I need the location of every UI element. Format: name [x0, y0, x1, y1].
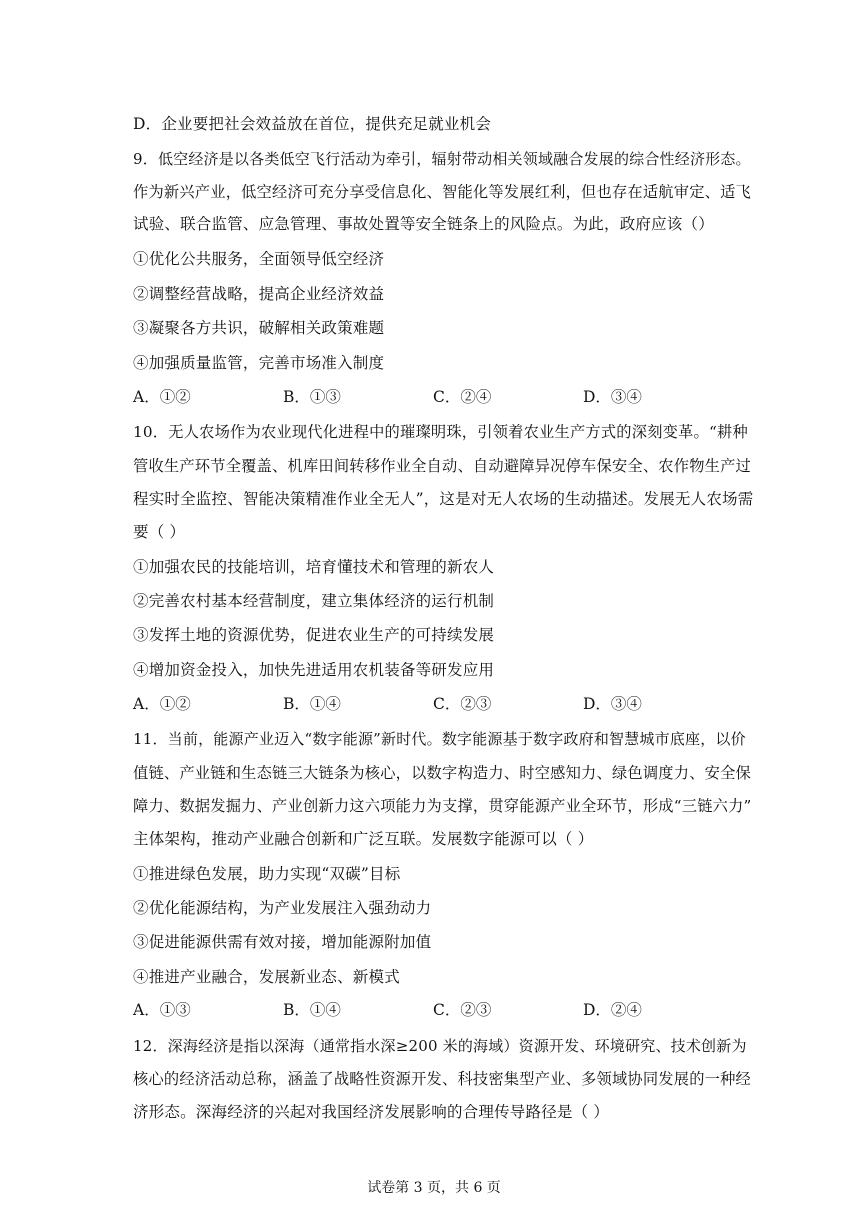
- statement-item-3: ③发挥土地的资源优势，促进农业生产的可持续发展: [133, 626, 495, 644]
- question-stem-line: 11．当前，能源产业迈入“数字能源”新时代。数字能源基于数字政府和智慧城市底座，以价: [133, 730, 746, 748]
- option-c[interactable]: C．②③: [433, 695, 492, 713]
- option-c[interactable]: C．②③: [433, 1001, 492, 1019]
- question-stem-line: 济形态。深海经济的兴起对我国经济发展影响的合理传导路径是（ ）: [133, 1103, 610, 1121]
- option-d[interactable]: D．③④: [583, 695, 642, 713]
- statement-item-3: ③促进能源供需有效对接，增加能源附加值: [133, 933, 432, 951]
- option-a[interactable]: A．①②: [133, 695, 191, 713]
- question-stem-line: 主体架构，推动产业融合创新和广泛互联。发展数字能源可以（ ）: [133, 830, 594, 848]
- question-stem-line: 障力、数据发掘力、产业创新力这六项能力为支撑，贯穿能源产业全环节，形成“三链六力”: [133, 797, 752, 815]
- statement-item-2: ②完善农村基本经营制度，建立集体经济的运行机制: [133, 592, 495, 610]
- option-b[interactable]: B．①③: [283, 388, 341, 406]
- question-stem-line: 要（ ）: [133, 523, 186, 541]
- statement-item-2: ②优化能源结构，为产业发展注入强劲动力: [133, 899, 432, 917]
- statement-item-4: ④加强质量监管，完善市场准入制度: [133, 354, 385, 372]
- statement-item-1: ①优化公共服务，全面领导低空经济: [133, 250, 385, 268]
- option-a[interactable]: A．①②: [133, 388, 191, 406]
- answer-options: [133, 999, 753, 1021]
- question-stem-line: 作为新兴产业，低空经济可充分享受信息化、智能化等发展红利，但也存在适航审定、适飞: [133, 183, 751, 201]
- statement-item-3: ③凝聚各方共识，破解相关政策难题: [133, 319, 385, 337]
- option-d[interactable]: D．②④: [583, 1001, 642, 1019]
- statement-item-1: ①加强农民的技能培训，培育懂技术和管理的新农人: [133, 558, 495, 576]
- page-footer: 试卷第 3 页，共 6 页: [367, 1180, 501, 1196]
- answer-options: [133, 386, 753, 408]
- statement-item-1: ①推进绿色发展，助力实现“双碳”目标: [133, 865, 401, 883]
- option-c[interactable]: C．②④: [433, 388, 492, 406]
- question-stem-line: 核心的经济活动总称，涵盖了战略性资源开发、科技密集型产业、多领域协同发展的一种经: [133, 1070, 751, 1088]
- question-stem-line: 管收生产环节全覆盖、机库田间转移作业全自动、自动避障异况停车保安全、农作物生产过: [133, 457, 751, 475]
- question-stem-line: 9．低空经济是以各类低空飞行活动为牵引，辐射带动相关领域融合发展的综合性经济形态。: [133, 150, 751, 168]
- question-stem-line: 试验、联合监管、应急管理、事故处置等安全链条上的风险点。为此，政府应该（）: [133, 215, 714, 233]
- option-d[interactable]: D．③④: [583, 388, 642, 406]
- option-b[interactable]: B．①④: [283, 695, 341, 713]
- statement-item-2: ②调整经营战略，提高企业经济效益: [133, 285, 385, 303]
- option-b[interactable]: B．①④: [283, 1001, 341, 1019]
- question-stem-line: 程实时全监控、智能决策精准作业全无人”，这是对无人农场的生动描述。发展无人农场需: [133, 490, 754, 508]
- question-stem-line: 10．无人农场作为农业现代化进程中的璀璨明珠，引领着农业生产方式的深刻变革。“耕种: [133, 423, 748, 441]
- option-a[interactable]: A．①③: [133, 1001, 191, 1019]
- answer-options: [133, 693, 753, 715]
- previous-question-option-d: D．企业要把社会效益放在首位，提供充足就业机会: [133, 115, 492, 133]
- question-stem-line: 值链、产业链和生态链三大链条为核心，以数字构造力、时空感知力、绿色调度力、安全保: [133, 764, 751, 782]
- statement-item-4: ④推进产业融合，发展新业态、新模式: [133, 968, 400, 986]
- statement-item-4: ④增加资金投入，加快先进适用农机装备等研发应用: [133, 661, 495, 679]
- question-stem-line: 12．深海经济是指以深海（通常指水深≥200 米的海域）资源开发、环境研究、技术创新为: [133, 1037, 747, 1055]
